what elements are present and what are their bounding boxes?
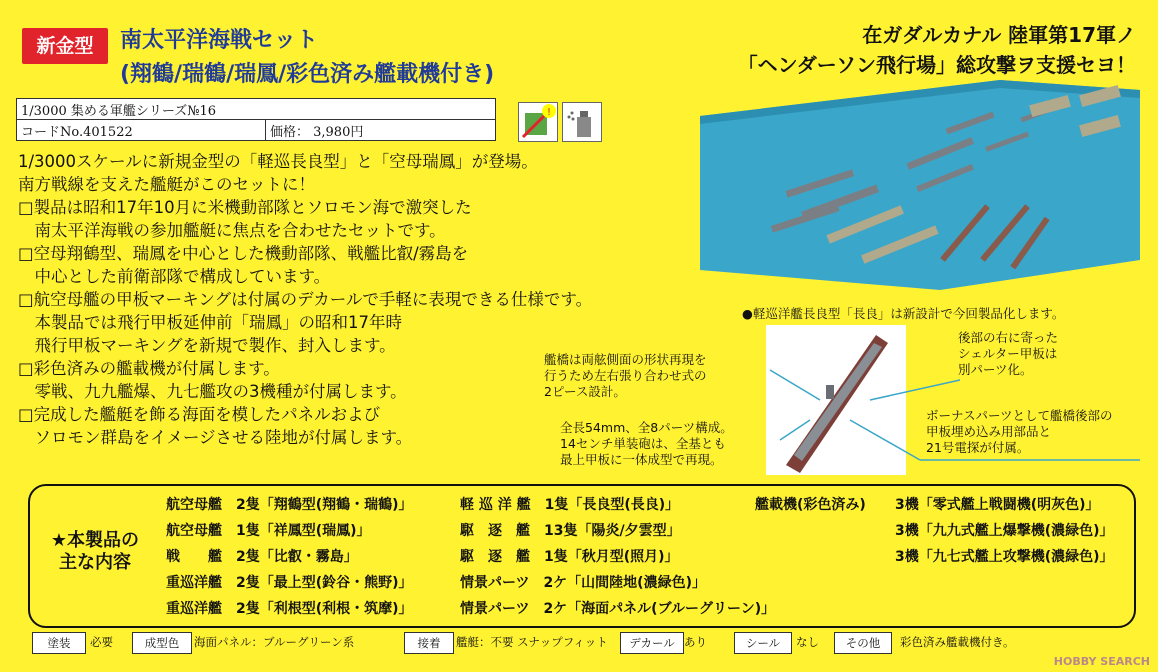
description-line: 南太平洋海戦の参加艦艇に焦点を合わせたセットです。 [18,221,446,240]
other-label: その他 [834,632,892,654]
contents-item: 3機「零式艦上戦闘機(明灰色)」 [895,497,1100,513]
description-line: □航空母艦の甲板マーキングは付属のデカールで手軽に表現できる仕様です。 [18,290,593,309]
description-line: □彩色済みの艦載機が付属します。 [18,359,280,378]
contents-item: 3機「九七式艦上攻撃機(濃緑色)」 [895,549,1114,565]
note-line: 甲板埋め込み用部品と [926,424,1052,439]
color-label: 成型色 [132,632,192,654]
watermark: HOBBY SEARCH [1053,655,1150,668]
contents-item: 3機「九九式艦上爆撃機(濃緑色)」 [895,523,1114,539]
description-line: 中心とした前衛部隊で構成しています。 [18,267,331,286]
heading-line: ★本製品の [50,530,140,551]
title-line-1: 南太平洋海戦セット [120,28,319,53]
description-line: 南方戦線を支えた艦艇がこのセットに！ [18,175,315,194]
note-line: 21号電探が付属。 [926,440,1030,455]
color-value: 海面パネル：ブルーグリーン系 [194,635,355,649]
series-cell: 1/3000 集める軍艦シリーズ№16 [17,99,496,120]
decal-value: あり [684,635,707,649]
note-line: 14センチ単装砲は、全基とも [560,436,726,451]
contents-heading [40,530,150,574]
glue-value: 艦艇：不要 スナップフィット [456,635,608,649]
spray-paint-icon [562,102,602,142]
contents-item: 艦載機(彩色済み) [755,497,866,513]
note-line: 艦橋は両舷側面の形状再現を [544,352,707,367]
bridge-note [544,352,707,400]
description-line: ソロモン群島をイメージさせる陸地が付属します。 [18,428,413,447]
paint-value: 必要 [90,635,113,649]
contents-box [28,484,1136,628]
note-line: 行うため左右張り合わせ式の [544,368,707,383]
product-title [120,24,494,92]
headline [738,20,1136,80]
new-mold-badge: 新金型 [22,28,108,64]
glue-label: 接着 [404,632,454,654]
paint-label: 塗装 [32,632,86,654]
contents-item: 航空母艦 2隻「翔鶴型(翔鶴・瑞鶴)」 [166,497,413,513]
product-photo [700,80,1140,290]
note-line: ボーナスパーツとして艦橋後部の [926,408,1113,423]
note-line: 別パーツ化。 [958,362,1033,377]
contents-item: 情景パーツ 2ケ「山間陸地(濃緑色)」 [460,575,706,591]
callout-lines [700,340,1158,480]
description-line: 零戦、九九艦爆、九七艦攻の3機種が付属します。 [18,382,407,401]
headline-line-1: 在ガダルカナル 陸軍第17軍ノ [862,23,1136,47]
description-line: □空母翔鶴型、瑞鳳を中心とした機動部隊、戦艦比叡/霧島を [18,244,469,263]
contents-item: 駆 逐 艦 13隻「陽炎/夕雲型」 [460,523,681,539]
seal-label: シール [734,632,792,654]
price-cell: 価格： 3,980円 [266,120,496,141]
description [18,150,708,449]
seal-value: なし [796,635,819,649]
product-info-table [16,98,496,141]
note-line: 後部の右に寄った [958,330,1059,345]
description-line: 1/3000スケールに新規金型の「軽巡長良型」と「空母瑞鳳」が登場。 [18,152,538,171]
contents-item: 駆 逐 艦 1隻「秋月型(照月)」 [460,549,679,565]
note-line: 2ピース設計。 [544,384,626,399]
contents-item: 戦 艦 2隻「比叡・霧島」 [166,549,358,565]
headline-line-2: 「ヘンダーソン飛行場」総攻撃ヲ支援セヨ！ [737,53,1136,77]
contents-item: 情景パーツ 2ケ「海面パネル(ブルーグリーン)」 [460,601,776,617]
description-line: □製品は昭和17年10月に米機動部隊とソロモン海で激突した [18,198,472,217]
contents-item: 航空母艦 1隻「祥鳳型(瑞鳳)」 [166,523,371,539]
svg-text:!: ! [546,107,552,118]
code-cell: コードNo.401522 [17,120,266,141]
description-line: □完成した艦艇を飾る海面を模したパネルおよび [18,405,381,424]
nagara-note: ●軽巡洋艦長良型「長良」は新設計で今回製品化します。 [742,306,1065,321]
note-line: シェルター甲板は [958,346,1058,361]
title-line-2: (翔鶴/瑞鶴/瑞鳳/彩色済み艦載機付き) [120,62,495,87]
description-line: 飛行甲板マーキングを新規で製作、封入します。 [18,336,396,355]
contents-item: 重巡洋艦 2隻「利根型(利根・筑摩)」 [166,601,413,617]
note-line: 最上甲板に一体成型で再現。 [560,452,723,467]
spec-legend [28,632,1132,656]
no-glue-warning-icon [518,102,558,142]
contents-item: 軽 巡 洋 艦 1隻「長良型(長良)」 [460,497,680,513]
note-line: 全長54mm、全8パーツ構成。 [560,420,733,435]
other-value: 彩色済み艦載機付き。 [900,635,1015,649]
contents-item: 重巡洋艦 2隻「最上型(鈴谷・熊野)」 [166,575,413,591]
decal-label: デカール [620,632,684,654]
description-line: 本製品では飛行甲板延伸前「瑞鳳」の昭和17年時 [18,313,402,332]
heading-line: 主な内容 [59,552,131,573]
